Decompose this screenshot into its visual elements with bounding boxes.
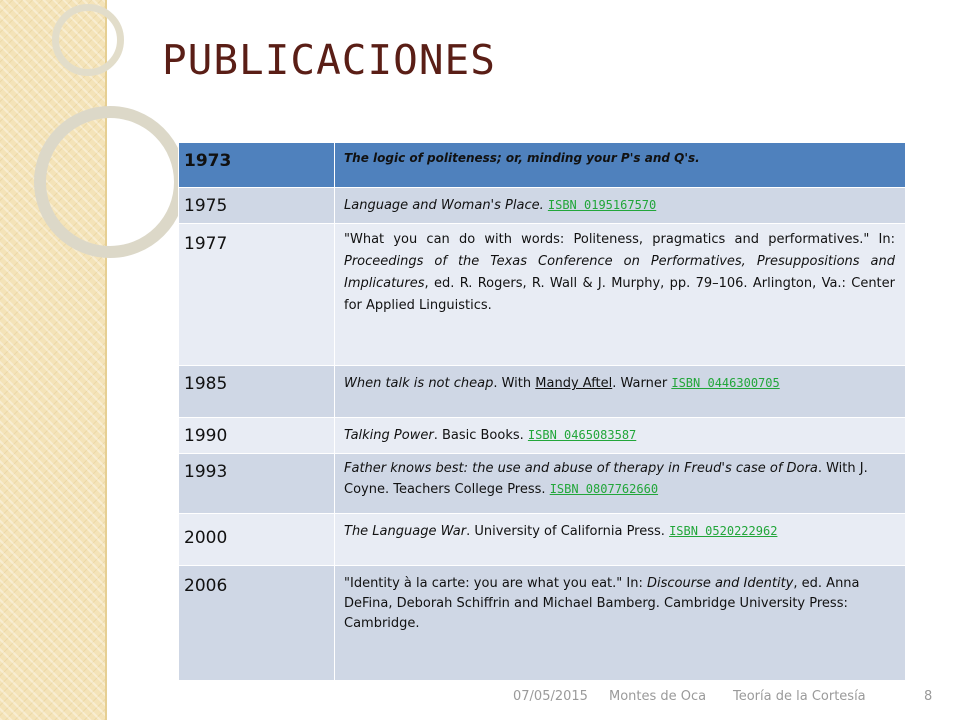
year-cell: 1985 — [179, 366, 335, 418]
publication-title: "What you can do with words: Politeness, pragmatics and performatives." In: — [344, 232, 895, 247]
publication-source: Discourse and Identity — [646, 576, 794, 591]
publication-title: The logic of politeness; or, minding your P's and Q's. — [344, 151, 700, 165]
publication-cell — [335, 143, 906, 188]
publication-cell — [335, 224, 906, 366]
year-cell: 1993 — [179, 454, 335, 514]
publication-cell — [335, 454, 906, 514]
publication-title: When talk is not cheap — [344, 376, 494, 391]
table-row — [179, 224, 906, 366]
isbn-link[interactable]: ISBN 0195167570 — [547, 198, 657, 212]
decorative-ring — [34, 106, 186, 258]
publication-title: Language and Woman's Place. — [344, 198, 544, 213]
table-row — [179, 454, 906, 514]
year-cell: 1990 — [179, 418, 335, 454]
publication-source: Proceedings of the Texas Conference on Performatives, Presuppositions and Implicatures — [344, 254, 895, 291]
year-cell: 1977 — [179, 224, 335, 366]
publication-details: , ed. R. Rogers, R. Wall & J. Murphy, pp. 79–106. Arlington, Va.: Center for Applied Linguistics. — [344, 276, 895, 313]
publication-cell — [335, 514, 906, 566]
table-row — [179, 566, 906, 681]
slide-title: PUBLICACIONES — [162, 36, 496, 84]
year-cell: 2006 — [179, 566, 335, 681]
publication-details: , ed. Anna DeFina, Deborah Schiffrin and Michael Bamberg. Cambridge University Press: Cambridge. — [344, 576, 860, 631]
year-cell: 2000 — [179, 514, 335, 566]
footer-author: Montes de Oca — [609, 689, 707, 704]
table-row — [179, 366, 906, 418]
isbn-link[interactable]: ISBN 0446300705 — [671, 376, 780, 390]
publication-title: Father knows best: the use and abuse of therapy in Freud's case of Dora — [344, 461, 818, 476]
publication-publisher: . With J. Coyne. Teachers College Press. — [344, 461, 868, 497]
publications-table — [178, 142, 906, 681]
publication-publisher: . University of California Press. — [466, 524, 665, 539]
table-row — [179, 418, 906, 454]
footer-page-number: 8 — [924, 689, 933, 704]
year-cell: 1975 — [179, 188, 335, 224]
isbn-link[interactable]: ISBN 0807762660 — [549, 482, 659, 496]
publication-title: "Identity à la carte: you are what you eat." In: — [344, 576, 643, 591]
decorative-ring-small — [52, 4, 124, 76]
publication-cell — [335, 188, 906, 224]
table-row — [179, 188, 906, 224]
year-cell: 1973 — [179, 143, 335, 188]
publication-publisher: . Warner — [612, 376, 668, 391]
publication-with: . With — [493, 376, 532, 391]
publication-title: The Language War — [344, 524, 467, 539]
publication-cell — [335, 418, 906, 454]
publication-title: Talking Power — [344, 428, 434, 443]
coauthor-link[interactable]: Mandy Aftel — [535, 376, 613, 391]
table-row — [179, 514, 906, 566]
footer-topic: Teoría de la Cortesía — [733, 689, 866, 704]
publication-cell — [335, 366, 906, 418]
publication-cell — [335, 566, 906, 681]
isbn-link[interactable]: ISBN 0465083587 — [527, 428, 637, 442]
footer-date: 07/05/2015 — [513, 689, 588, 704]
publication-publisher: . Basic Books. — [433, 428, 524, 443]
isbn-link[interactable]: ISBN 0520222962 — [669, 524, 778, 538]
table-row — [179, 143, 906, 188]
